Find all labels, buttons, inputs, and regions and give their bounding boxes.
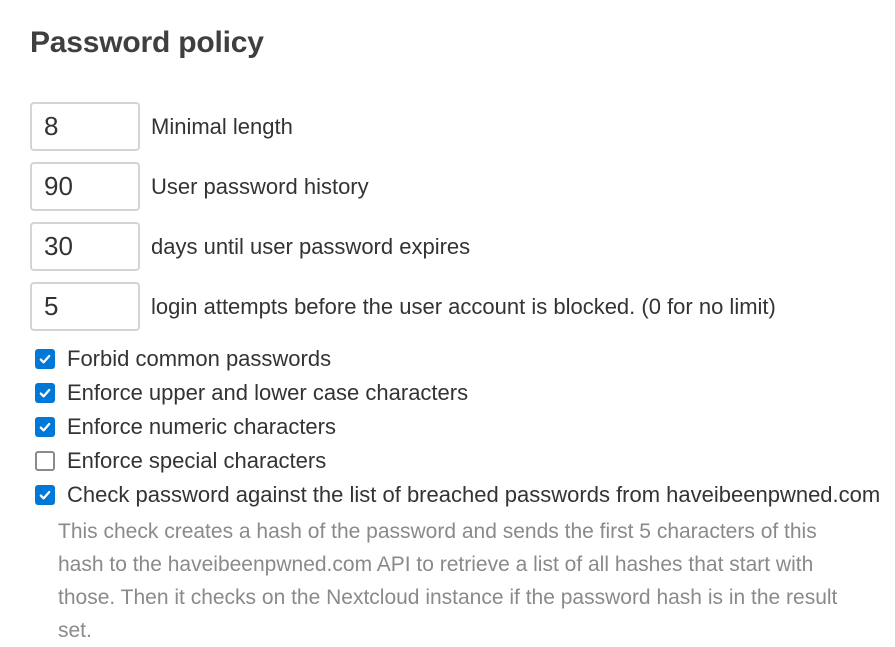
checkbox-3[interactable]	[35, 451, 55, 471]
checkbox-label-2[interactable]: Enforce numeric characters	[67, 414, 336, 439]
number-field-label-3: login attempts before the user account is blocked. (0 for no limit)	[151, 293, 776, 319]
checkbox-row	[35, 342, 875, 376]
checkbox-2[interactable]	[35, 417, 55, 437]
checkbox-group	[30, 342, 881, 512]
number-field-row	[30, 102, 875, 151]
number-field-row	[30, 282, 875, 331]
checkbox-label-0[interactable]: Forbid common passwords	[67, 346, 332, 371]
hibp-help-text: This check creates a hash of the password and sends the first 5 characters of this hash to the haveibeenpwned.com API to retrieve a list of all hashes that start with those. Then it checks on the Nextcloud instance if the password hash is in the result set.	[58, 520, 838, 642]
check-icon	[38, 420, 52, 434]
number-input-3[interactable]	[30, 282, 140, 331]
checkbox-row	[35, 410, 875, 444]
check-icon	[38, 386, 52, 400]
number-input-1[interactable]	[30, 162, 140, 211]
checkbox-label-4[interactable]: Check password against the list of breached passwords from haveibeenpwned.com	[67, 482, 881, 507]
checkbox-label-3[interactable]: Enforce special characters	[67, 448, 327, 473]
number-input-2[interactable]	[30, 222, 140, 271]
checkbox-row	[35, 444, 875, 478]
checkbox-0[interactable]	[35, 349, 55, 369]
checkbox-row	[35, 478, 881, 512]
number-field-label-2: days until user password expires	[151, 233, 471, 259]
checkbox-row	[35, 376, 875, 410]
number-field-row	[30, 162, 875, 211]
number-field-label-0: Minimal length	[151, 113, 293, 139]
check-icon	[38, 352, 52, 366]
checkbox-label-1[interactable]: Enforce upper and lower case characters	[67, 380, 469, 405]
checkbox-1[interactable]	[35, 383, 55, 403]
page-title: Password policy	[30, 26, 264, 59]
checkbox-4[interactable]	[35, 485, 55, 505]
number-field-row	[30, 222, 875, 271]
number-field-label-1: User password history	[151, 173, 369, 199]
number-input-0[interactable]	[30, 102, 140, 151]
number-fields-group	[30, 102, 875, 331]
check-icon	[38, 488, 52, 502]
